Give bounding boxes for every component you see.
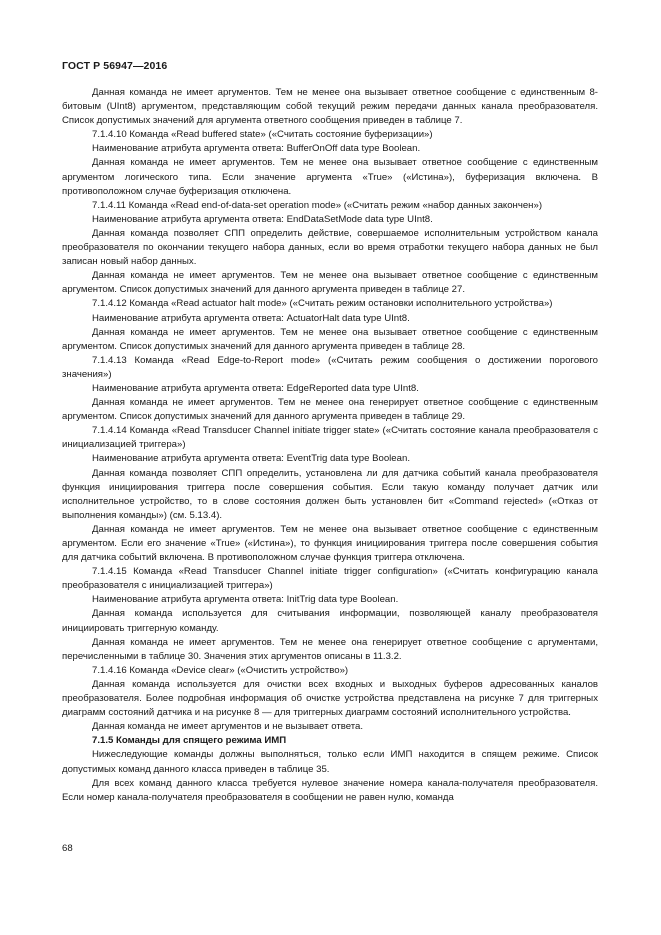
section-heading: 7.1.4.10 Команда «Read buffered state» («Считать состояние буферизации») xyxy=(92,129,433,141)
document-body xyxy=(62,86,598,805)
paragraph: Данная команда не имеет аргументов. Тем не менее она вызывает ответное сообщение с единственным 8-битовым (UInt8) аргументом, представляющим собой текущий режим передачи данных канала преобразователя. Список допустимых значений для аргумента ответного сообщения приведен в таблице 7. xyxy=(62,87,598,127)
section-heading: 7.1.4.12 Команда «Read actuator halt mode» («Считать режим остановки исполнительного устройства») xyxy=(92,298,553,310)
paragraph: Данная команда не имеет аргументов. Тем не менее она вызывает ответное сообщение с единственным аргументом логического типа. Если значение аргумента «True» («Истина»), буферизация включена. В противоположном случае буферизация отключена. xyxy=(62,157,598,197)
paragraph: Для всех команд данного класса требуется нулевое значение номера канала-получателя преобразователя. Если номер канала-получателя преобразователя в сообщении не равен нулю, команда xyxy=(62,777,598,803)
paragraph: Данная команда используется для считывания информации, позволяющей каналу преобразователя инициировать триггерную команду. xyxy=(62,608,598,634)
section-heading: 7.1.4.11 Команда «Read end-of-data-set operation mode» («Считать режим «набор данных закончен») xyxy=(92,199,543,211)
paragraph: Данная команда позволяет СПП определить действие, совершаемое исполнительным устройством канала преобразователя по окончании текущего набора данных, если во время отработки текущего набора данных не был записан новый набор данных. xyxy=(62,227,598,268)
paragraph: Наименование атрибута аргумента ответа: BufferOnOff data type Boolean. xyxy=(92,143,421,155)
paragraph: Наименование атрибута аргумента ответа: ActuatorHalt data type UInt8. xyxy=(92,312,410,324)
section-heading: 7.1.4.15 Команда «Read Transducer Channel initiate trigger configuration» («Считать конфигурацию канала преобразователя с инициализацией триггера») xyxy=(62,566,598,592)
paragraph: Данная команда не имеет аргументов. Тем не менее она вызывает ответное сообщение с единственным аргументом. Если его значение «True» («Истина»), то функция инициирования триггера после совершения события для датчика событий включена. В противоположном случае функция триггера отключена. xyxy=(62,523,598,564)
page-number: 68 xyxy=(62,843,73,854)
paragraph: Данная команда не имеет аргументов. Тем не менее она вызывает ответное сообщение с единственным аргументом. Список допустимых значений для данного аргумента приведен в таблице 28. xyxy=(62,326,598,352)
paragraph: Наименование атрибута аргумента ответа: InitTrig data type Boolean. xyxy=(92,594,399,606)
paragraph: Данная команда не имеет аргументов. Тем не менее она генерирует ответное сообщение с единственным аргументом. Список допустимых значений для данного аргумента приведен в таблице 29. xyxy=(62,397,598,423)
paragraph: Наименование атрибута аргумента ответа: EdgeReported data type UInt8. xyxy=(92,382,419,394)
paragraph: Наименование атрибута аргумента ответа: EventTrig data type Boolean. xyxy=(92,453,410,465)
paragraph: Данная команда позволяет СПП определить, установлена ли для датчика событий канала преобразователя функция инициирования триггера после совершения события. Если такую команду получает датчик или исполнительное устройство, то в слове состояния должен быть установлен бит «Command rejected» («Отказ от выполнения команды») (см. 5.13.4). xyxy=(62,467,598,521)
subsection-heading: 7.1.5 Команды для спящего режима ИМП xyxy=(92,735,287,747)
document-header: ГОСТ Р 56947—2016 xyxy=(62,60,168,72)
paragraph: Данная команда не имеет аргументов. Тем не менее она вызывает ответное сообщение с единственным аргументом. Список допустимых значений для данного аргумента приведен в таблице 27. xyxy=(62,270,598,296)
section-heading: 7.1.4.14 Команда «Read Transducer Channel initiate trigger state» («Считать состояние канала преобразователя с инициализацией триггера») xyxy=(62,425,598,451)
paragraph: Наименование атрибута аргумента ответа: EndDataSetMode data type UInt8. xyxy=(92,213,433,225)
paragraph: Данная команда используется для очистки всех входных и выходных буферов адресованных каналов преобразователя. Более подробная информация об очистке устройства представлена на рисунке 7 для триггерных диаграмм состояний датчика и на рисунке 8 — для триггерных диаграмм состояний исполнительного устройства. xyxy=(62,678,598,719)
paragraph: Данная команда не имеет аргументов. Тем не менее она генерирует ответное сообщение с аргументами, перечисленными в таблице 30. Значения этих аргументов описаны в 11.3.2. xyxy=(62,636,598,662)
paragraph: Данная команда не имеет аргументов и не вызывает ответа. xyxy=(92,721,364,733)
section-heading: 7.1.4.16 Команда «Device clear» («Очистить устройство») xyxy=(92,664,349,676)
paragraph: Нижеследующие команды должны выполняться, только если ИМП находится в спящем режиме. Список допустимых команд данного класса приведен в таблице 35. xyxy=(62,749,598,775)
section-heading: 7.1.4.13 Команда «Read Edge-to-Report mode» («Считать режим сообщения о достижении порогового значения») xyxy=(62,354,598,380)
